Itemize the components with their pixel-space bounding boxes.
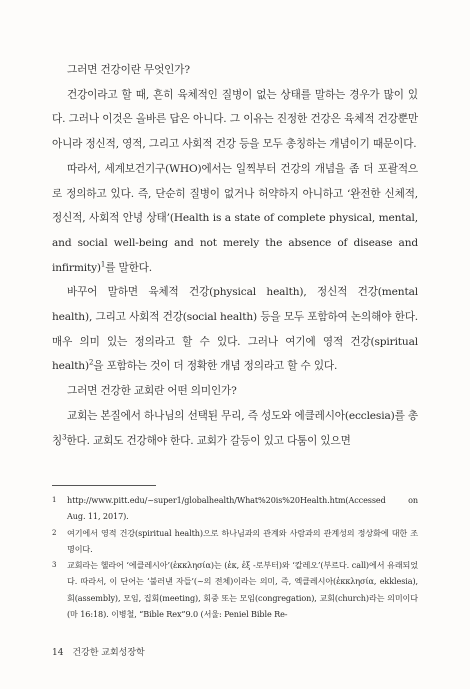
paragraph-2: 건강이라고 할 때, 흔히 육체적인 질병이 없는 상태를 말하는 경우가 많이 있다. 그러나 이것은 올바른 답은 아니다. 그 이유는 진정한 건강은 육체적 건강뿐만 아니라 정신적, 영적, 그리고 사회적 건강 등을 모두 총칭하는 개념이기 때문이다. [52, 88, 418, 151]
footnote-divider [52, 485, 156, 486]
footnote-ref-1[interactable]: 1 [100, 260, 106, 269]
paragraph-5: 그러면 건강한 교회란 어떤 의미인가? [67, 385, 237, 398]
footnote-number: 1 [52, 496, 57, 504]
page-number: 14 [52, 648, 64, 658]
footnote-ref-3[interactable]: 3 [62, 433, 67, 442]
paragraph-4: 바꾸어 말하면 육체적 건강(physical health), 정신적 건강(mental health), 그리고 사회적 건강(social health) 등을 모두 포함하여 논의해야 한다. 매우 의미 있는 정의라고 할 수 있다. 그러나 여기에 영적 건강(spiritual health)$^2$을 포함하는 것이 더 정확한 개념 정의라고 할 수 있다. [52, 286, 418, 373]
footnote-3: 3 교회라는 헬라어 ‘에클레시아’(ἐκκλησία)는 (ἐκ, ἐξ -로부터)와 ‘칼레오’(부르다. call)에서 유래되었다. 따라서, 이 단어는 ‘불러낸 자들’(~의 전체)이라는 의미, 즉, 엑클레시아(ἐκκλησία, ekklesia), 회(assembly), 모임, 집회(meeting), 회중 또는 모임(congregation), 교회(church)라는 의미이다(마 16:18). 이병철, “Bible Rex”9.0 (서울: Peniel Bible Re- [52, 557, 418, 622]
footnotes [52, 492, 418, 622]
footnote-ref-2[interactable]: 2 [88, 358, 94, 367]
body-text [52, 58, 418, 453]
paragraph-6: 교회는 본질에서 하나님의 선택된 무리, 즉 성도와 에클레시아(ecclesia)를 총칭$^3$한다. 교회도 건강해야 한다. 교회가 갈등이 있고 다툼이 있으면 [52, 409, 418, 447]
paragraph-1: 그러면 건강이란 무엇인가? [67, 64, 190, 76]
footnote-1: 1 http://www.pitt.edu/~super1/globalhealth/What%20is%20Health.htm(Accessed on Aug. 11, 2017). [52, 492, 418, 525]
footnote-number: 2 [52, 528, 57, 537]
page-footer [52, 645, 145, 658]
running-title: 건강한 교회성장학 [72, 648, 145, 658]
paragraph-3: 따라서, 세계보건기구(WHO)에서는 일찍부터 건강의 개념을 좀 더 포괄적으로 정의하고 있다. 즉, 단순히 질병이 없거나 허약하지 아니하고 ‘완전한 신체적, 정신적, 사회적 안녕 상태’(Health is a state of complete physical, mental, and social well-being and not merely the absence of disease and infirmity)$^1$를 말한다. [52, 162, 418, 274]
footnote-2: 2 여기에서 영적 건강(spiritual health)으로 하나님과의 관계와 사람과의 관계성의 정상화에 대한 조명이다. [52, 525, 418, 558]
footnote-number: 3 [52, 561, 57, 570]
